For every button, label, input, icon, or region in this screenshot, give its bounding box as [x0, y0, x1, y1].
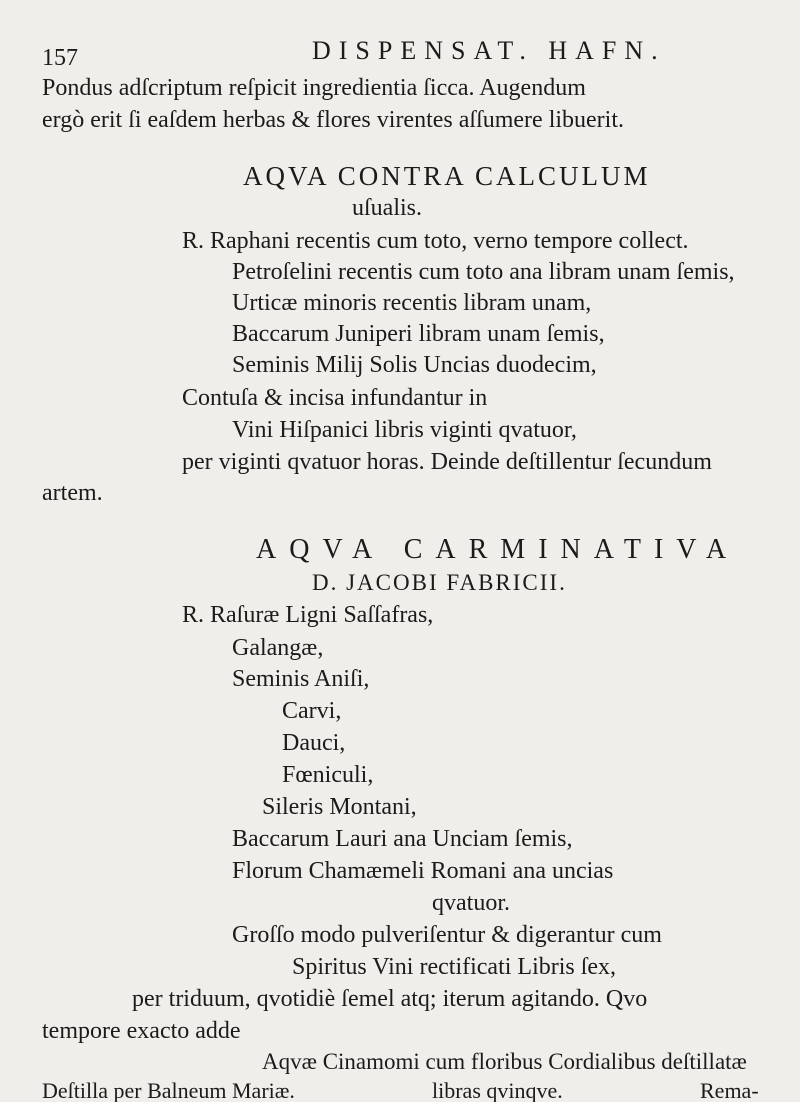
recipe-author: D. JACOBI FABRICII. [312, 570, 567, 595]
ingredient-line: Florum Chamæmeli Romani ana uncias [232, 858, 614, 884]
instruction-line: artem. [42, 480, 103, 506]
recipe-title: AQVA CARMINATIVA [256, 534, 740, 565]
text-line: ergò erit ſi eaſdem herbas & flores virentes aſſumere libuerit. [42, 107, 625, 133]
instruction-line: Deſtilla per Balneum Mariæ. [42, 1078, 295, 1102]
text-line: Pondus adſcriptum reſpicit ingredientia ſicca. Augendum [42, 75, 586, 101]
ingredient-line: Galangæ, [232, 635, 324, 661]
instruction-line: Vini Hiſpanici libris viginti qvatuor, [232, 417, 577, 443]
instruction-line: per viginti qvatuor horas. Deinde deſtillentur ſecundum [182, 449, 712, 475]
ingredient-line: Dauci, [282, 730, 346, 756]
ingredient-line: Petroſelini recentis cum toto ana libram unam ſemis, [232, 259, 735, 285]
ingredient-line: Baccarum Juniperi libram unam ſemis, [232, 321, 605, 347]
ingredient-line: Urticæ minoris recentis libram unam, [232, 290, 592, 316]
ingredient-line: qvatuor. [432, 890, 510, 916]
ingredient-line: Fœniculi, [282, 762, 374, 788]
ingredient-line: Seminis Aniſi, [232, 666, 370, 692]
instruction-line: per triduum, qvotidiè ſemel atq; iterum agitando. Qvo [132, 986, 648, 1012]
ingredient-line: Sileris Montani, [262, 794, 417, 820]
ingredient-line: Baccarum Lauri ana Unciam ſemis, [232, 826, 573, 852]
ingredient-line: R. Raphani recentis cum toto, verno tempore collect. [182, 228, 689, 254]
instruction-line: Spiritus Vini rectificati Libris ſex, [292, 954, 617, 980]
recipe-subtitle: uſualis. [352, 195, 422, 221]
ingredient-line: Carvi, [282, 698, 342, 724]
ingredient-line: Seminis Milij Solis Uncias duodecim, [232, 352, 597, 378]
instruction-line: Contuſa & incisa infundantur in [182, 385, 488, 411]
instruction-line: tempore exacto adde [42, 1018, 241, 1044]
instruction-line: Aqvæ Cinamomi cum floribus Cordialibus deſtillatæ [262, 1049, 747, 1074]
recipe-title: AQVA CONTRA CALCULUM [243, 161, 651, 191]
running-title: DISPENSAT. HAFN. [312, 36, 666, 65]
ingredient-line: R. Raſuræ Ligni Saſſafras, [182, 602, 434, 628]
page-number: 157 [42, 45, 78, 71]
instruction-line: Groſſo modo pulveriſentur & digerantur cum [232, 922, 662, 948]
catchword: Rema- [700, 1078, 759, 1102]
instruction-line: libras qvinqve. [432, 1078, 563, 1102]
